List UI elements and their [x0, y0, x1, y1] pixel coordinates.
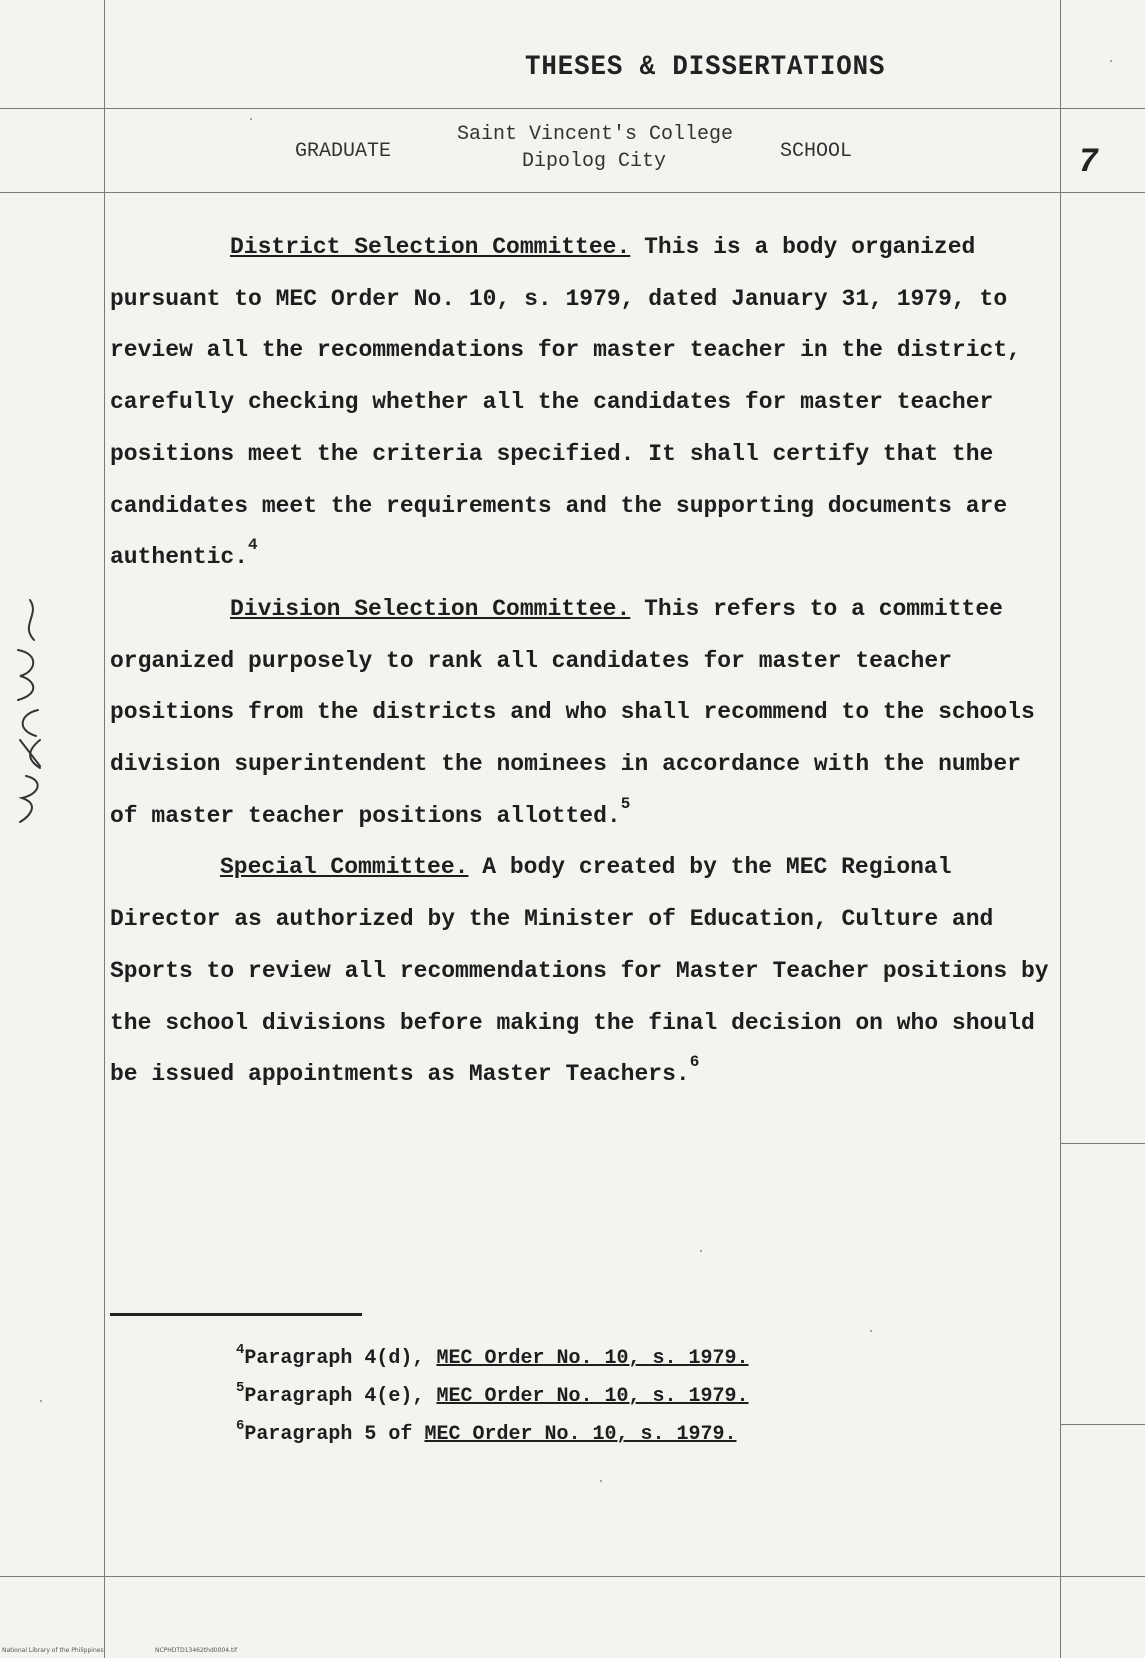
header-left: GRADUATE	[295, 140, 392, 163]
right-margin-rule	[1060, 0, 1061, 1658]
note-ref-5: 5	[620, 794, 631, 813]
footer-code: NCPHDTD13462thd0004.tif	[155, 1647, 238, 1654]
footer-library: National Library of the Philippines	[2, 1647, 104, 1654]
header-right: SCHOOL	[780, 140, 853, 163]
body-text	[110, 222, 1050, 1101]
note-ref-6: 6	[689, 1053, 700, 1072]
right-margin-tick-1	[1060, 1143, 1145, 1144]
speck	[700, 1250, 702, 1252]
paragraph-special	[110, 842, 1050, 1101]
theses-stamp: THESES & DISSERTATIONS	[525, 52, 886, 83]
left-margin-rule	[104, 0, 105, 1658]
speck	[250, 118, 252, 120]
footnote-6: $^6$Paragraph 5 of MEC Order No. 10, s. 1979.	[236, 1418, 737, 1446]
footnotes	[236, 1340, 996, 1454]
footer-rule	[0, 1576, 1145, 1577]
paragraph-district	[110, 222, 1050, 584]
speck	[600, 1480, 602, 1482]
text-special: A body created by the MEC Regional Director as authorized by the Minister of Education, Culture and Sports to review all recommendations for Master Teacher positions by the school divisions before making the final decision on who should be issued appointments as Master Teachers.	[110, 854, 1049, 1088]
page-number: 7	[1078, 144, 1099, 182]
footnote-5: $^5$Paragraph 4(e), MEC Order No. 10, s. 1979.	[236, 1380, 749, 1408]
speck	[40, 1400, 42, 1402]
header-center-line2: Dipolog City	[522, 150, 667, 173]
text-district: This is a body organized pursuant to MEC Order No. 10, s. 1979, dated January 31, 1979, to review all the recommendations for master teacher in the district, carefully checking whether all the candidates for master teacher positions meet the criteria specified. It shall certify that the candidates meet the requirements and the supporting documents are authentic.	[110, 234, 1021, 571]
right-margin-tick-2	[1060, 1424, 1145, 1425]
header-top-rule	[0, 108, 1145, 109]
footnote-separator	[110, 1313, 362, 1316]
note-ref-4: 4	[248, 536, 258, 555]
speck	[1110, 60, 1112, 62]
term-division: Division Selection Committee.	[230, 595, 631, 622]
handwritten-margin-note	[0, 590, 60, 830]
term-special: Special Committee.	[220, 854, 469, 881]
header-bottom-rule	[0, 192, 1145, 193]
paragraph-division	[110, 584, 1050, 843]
footnote-4: $^4$Paragraph 4(d), MEC Order No. 10, s. 1979.	[236, 1342, 749, 1370]
term-district: District Selection Committee.	[230, 234, 631, 260]
speck	[870, 1330, 872, 1332]
text-division: This refers to a committee organized purposely to rank all candidates for master teacher positions from the districts and who shall recommend to the schools division superintendent the nominees in accordance with the number of master teacher positions allotted.	[110, 595, 1035, 829]
header-center-line1: Saint Vincent's College	[457, 123, 734, 146]
